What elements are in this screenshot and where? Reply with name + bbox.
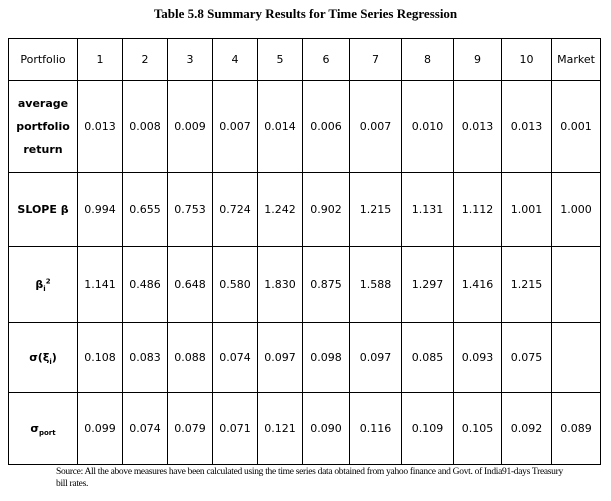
table-cell: 0.655 [123, 173, 168, 247]
column-header-market [552, 39, 601, 81]
table-cell: 0.097 [350, 323, 402, 393]
table-cell: 1.215 [350, 173, 402, 247]
row-label-end: ) [51, 351, 57, 364]
table-cell: 0.902 [303, 173, 350, 247]
column-header: 7 [350, 39, 402, 81]
table-cell: 1.242 [258, 173, 303, 247]
column-header: 2 [123, 39, 168, 81]
table-cell: 0.116 [350, 393, 402, 465]
table-cell: 0.099 [78, 393, 123, 465]
row-label-superscript: 2 [45, 277, 51, 286]
table-cell: 0.724 [213, 173, 258, 247]
table-cell: 1.141 [78, 247, 123, 323]
row-label [9, 247, 78, 323]
results-table [8, 38, 601, 465]
table-cell: 0.075 [502, 323, 552, 393]
table-cell: 0.994 [78, 173, 123, 247]
column-header: Portfolio [9, 39, 78, 81]
table-cell: 0.010 [402, 81, 454, 173]
row-label-subscript: i [49, 358, 52, 367]
table-cell: 1.112 [454, 173, 502, 247]
table-cell: 0.007 [213, 81, 258, 173]
row-label [9, 81, 78, 173]
table-cell: 0.013 [78, 81, 123, 173]
table-cell: 1.416 [454, 247, 502, 323]
table-cell: 1.215 [502, 247, 552, 323]
table-cell: 0.105 [454, 393, 502, 465]
table-cell: 0.007 [350, 81, 402, 173]
table-cell: 0.109 [402, 393, 454, 465]
table-cell: 1.001 [502, 173, 552, 247]
column-header: 9 [454, 39, 502, 81]
table-cell: 0.009 [168, 81, 213, 173]
table-cell: 0.108 [78, 323, 123, 393]
row-label-subscript: port [38, 429, 56, 438]
table-cell: 0.121 [258, 393, 303, 465]
table-cell: 0.014 [258, 81, 303, 173]
table-cell: 0.648 [168, 247, 213, 323]
row-label: SLOPE β [9, 173, 78, 247]
table-cell: 1.297 [402, 247, 454, 323]
table-cell: 0.753 [168, 173, 213, 247]
table-row [9, 81, 601, 173]
table-cell: 0.006 [303, 81, 350, 173]
table-cell: 1.131 [402, 173, 454, 247]
table-cell: 0.097 [258, 323, 303, 393]
row-label [9, 323, 78, 393]
table-cell: 0.008 [123, 81, 168, 173]
column-header: 10 [502, 39, 552, 81]
table-row [9, 247, 601, 323]
column-header: 3 [168, 39, 213, 81]
table-cell: 0.089 [552, 393, 601, 465]
column-header: 1 [78, 39, 123, 81]
table-cell: 0.098 [303, 323, 350, 393]
table-cell: 0.875 [303, 247, 350, 323]
source-note: Source: All the above measures have been calculated using the time series data obtained from yahoo finance and Govt. of India91-days Treasury bill rates. [56, 467, 563, 489]
table-cell: 0.074 [213, 323, 258, 393]
table-cell: 0.085 [402, 323, 454, 393]
row-label-subscript: i [43, 285, 46, 294]
column-header: 6 [303, 39, 350, 81]
table-row [9, 323, 601, 393]
table-cell: 0.088 [168, 323, 213, 393]
row-label-text: average portfolio return [16, 97, 70, 156]
table-cell: 0.093 [454, 323, 502, 393]
table-cell: 0.001 [552, 81, 601, 173]
header-row [9, 39, 601, 81]
table-row [9, 393, 601, 465]
column-header: 4 [213, 39, 258, 81]
table-row [9, 173, 601, 247]
table-cell: 0.071 [213, 393, 258, 465]
table-cell: 0.013 [502, 81, 552, 173]
table-cell: 0.090 [303, 393, 350, 465]
table-cell: 0.079 [168, 393, 213, 465]
table-cell: 0.580 [213, 247, 258, 323]
table-cell: 1.588 [350, 247, 402, 323]
row-label [9, 393, 78, 465]
market-header-label: Market [557, 53, 595, 66]
row-label-main: σ(ξ [29, 351, 50, 364]
table-cell: 0.013 [454, 81, 502, 173]
table-cell: 0.486 [123, 247, 168, 323]
table-cell: 0.092 [502, 393, 552, 465]
table-cell [552, 247, 601, 323]
table-cell: 1.830 [258, 247, 303, 323]
table-title: Table 5.8 Summary Results for Time Series Regression [153, 6, 458, 21]
table-cell: 0.083 [123, 323, 168, 393]
column-header: 8 [402, 39, 454, 81]
row-label-main: β [35, 278, 44, 291]
row-label-main: σ [30, 422, 39, 435]
table-cell [552, 323, 601, 393]
column-header: 5 [258, 39, 303, 81]
table-cell: 0.074 [123, 393, 168, 465]
table-cell: 1.000 [552, 173, 601, 247]
